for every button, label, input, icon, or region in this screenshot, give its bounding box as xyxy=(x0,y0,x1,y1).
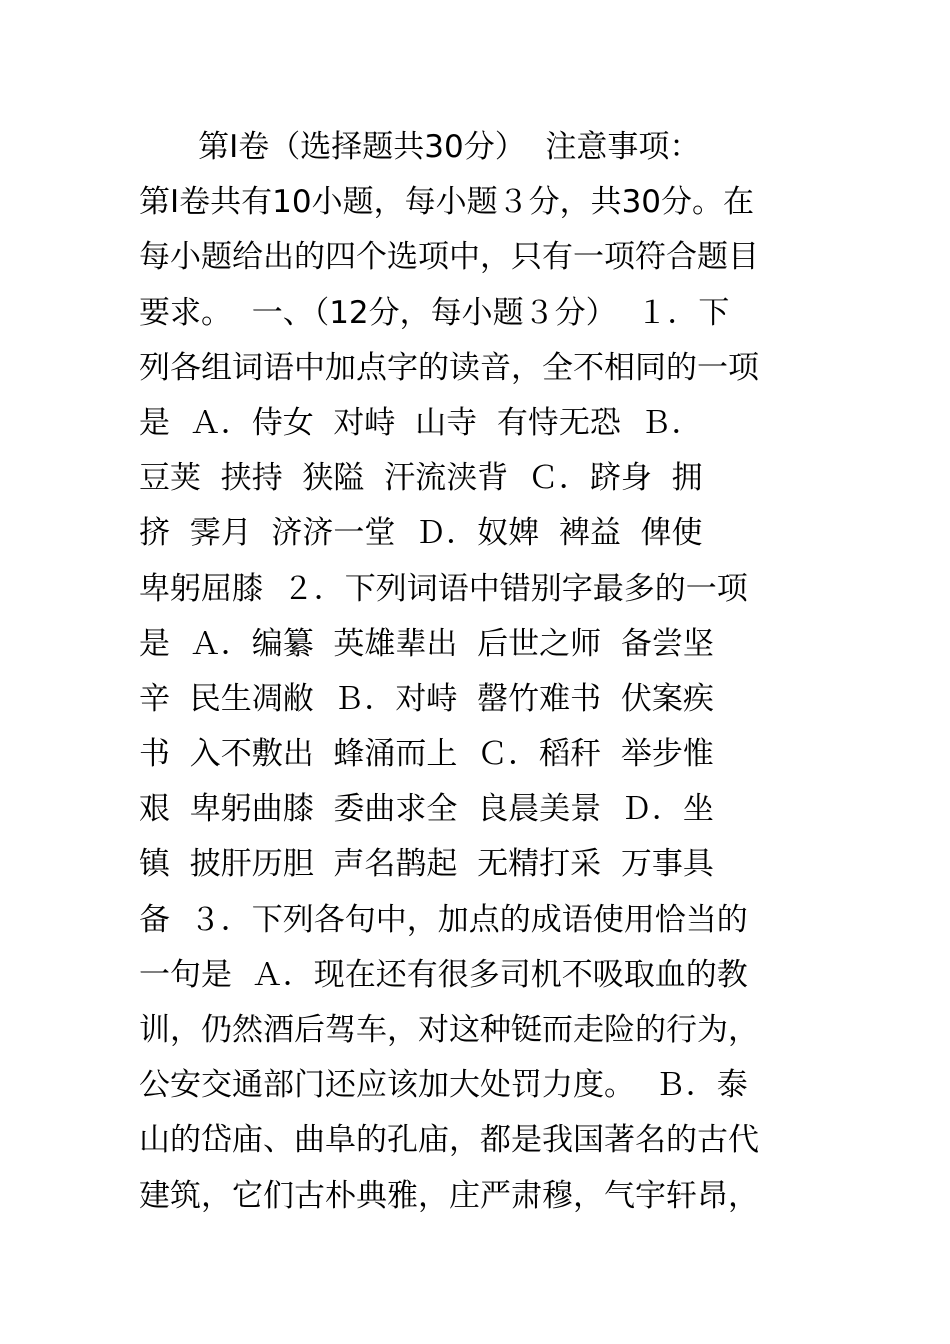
text-line: 是 Ａ．编纂 英雄辈出 后世之师 备尝坚 xyxy=(139,625,714,662)
text-line: 备 ３．下列各句中，加点的成语使用恰当的 xyxy=(139,901,748,938)
text-line: 是 Ａ．侍女 对峙 山寺 有恃无恐 Ｂ． xyxy=(139,404,703,441)
text-line: 公安交通部门还应该加大处罚力度。 Ｂ．泰 xyxy=(139,1067,748,1104)
text-line: 每小题给出的四个选项中，只有一项符合题目 xyxy=(139,239,759,276)
text-line: 第Ⅰ卷（选择题共30分） 注意事项： xyxy=(139,129,701,165)
text-line: 一句是 Ａ．现在还有很多司机不吸取血的教 xyxy=(139,956,748,993)
text-line: 山的岱庙、曲阜的孔庙，都是我国著名的古代 xyxy=(139,1122,759,1159)
text-line: 卑躬屈膝 ２．下列词语中错别字最多的一项 xyxy=(139,570,748,607)
text-line: 要求。 一、（12分，每小题３分） １．下 xyxy=(139,294,730,331)
document-body xyxy=(139,120,819,1224)
text-line: 豆荚 挟持 狭隘 汗流浃背 Ｃ．跻身 拥 xyxy=(139,460,703,497)
text-line: 辛 民生凋敝 Ｂ．对峙 罄竹难书 伏案疾 xyxy=(139,680,714,717)
text-line: 艰 卑躬曲膝 委曲求全 良晨美景 Ｄ．坐 xyxy=(139,791,714,828)
text-line: 训，仍然酒后驾车，对这种铤而走险的行为， xyxy=(139,1012,759,1048)
text-line: 第Ⅰ卷共有10小题，每小题３分，共30分。在 xyxy=(139,184,755,221)
text-line: 书 入不敷出 蜂涌而上 Ｃ．稻秆 举步惟 xyxy=(139,736,714,773)
text-line: 列各组词语中加点字的读音，全不相同的一项 xyxy=(139,349,759,386)
text-line: 建筑，它们古朴典雅，庄严肃穆，气宇轩昂， xyxy=(139,1177,759,1214)
text-line: 镇 披肝历胆 声名鹊起 无精打采 万事具 xyxy=(139,846,714,883)
text-line: 挤 霁月 济济一堂 Ｄ．奴婢 裨益 俾使 xyxy=(139,515,703,552)
